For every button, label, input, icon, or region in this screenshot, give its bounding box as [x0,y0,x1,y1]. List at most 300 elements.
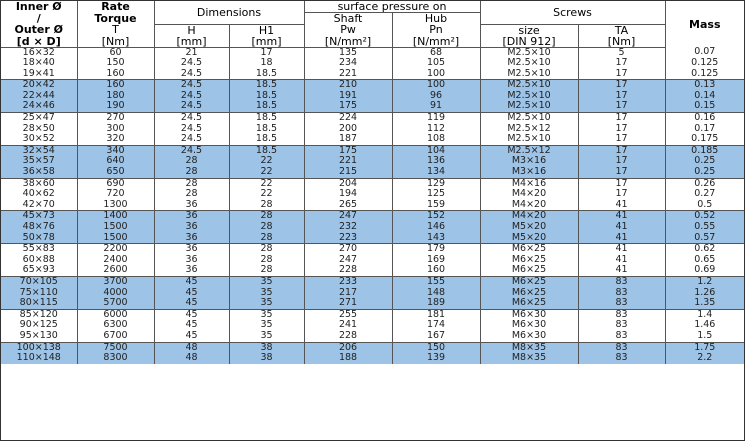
cell-bore: 18×40 [22,58,55,69]
cell-mass: 0.65 [665,255,744,266]
cell-bore: 25×47 [22,112,55,124]
cell-h: 36 [154,255,229,266]
cell-bore: 36×58 [1,167,77,178]
cell-mass: 1.35 [665,298,744,309]
cell-pn: 143 [392,233,480,244]
cell-screw-size: M2.5×10 [480,91,578,102]
cell-torque: 1500 [77,222,154,233]
cell-screw-size: M2.5×10 [480,134,578,145]
cell-h1: 18.5 [229,80,304,91]
cell-mass: 0.17 [665,124,744,135]
cell-torque: 690 [77,178,154,189]
cell-bore: 65×93 [1,265,77,276]
cell-h: 28 [154,178,229,189]
cell-h1: 35 [229,309,304,320]
cell-screw-size: M4×16 [480,178,578,189]
cell-bore: 40×62 [22,189,55,200]
cell-h1: 28 [229,200,304,211]
cell-mass: 0.185 [665,145,744,156]
cell-mass: 0.25 [665,156,744,167]
cell-pn: 104 [392,145,480,156]
cell-bore: 20×42 [1,80,77,91]
cell-h1: 28 [229,222,304,233]
table-row [1,233,744,244]
cell-pn: 96 [392,91,480,102]
cell-pw: 228 [304,265,392,276]
cell-h: 24.5 [154,124,229,135]
cell-torque: 8300 [77,353,154,364]
cell-torque: 2200 [77,244,154,255]
cell-h1: 35 [229,276,304,287]
cell-h1: 35 [229,331,304,342]
header-ta: TA [578,24,665,36]
cell-pw: 247 [304,255,392,266]
cell-ta: 17 [578,124,665,135]
cell-screw-size: M8×35 [480,342,578,353]
cell-h1: 28 [229,233,304,244]
header-t: T [77,24,154,36]
cell-h1: 18.5 [229,124,304,135]
cell-mass: 1.2 [665,276,744,287]
cell-bore: 60×88 [22,254,55,265]
cell-pw: 135 [304,47,392,58]
cell-pw: 255 [304,309,392,320]
cell-mass: 0.13 [665,80,744,91]
cell-pw: 175 [304,101,392,112]
cell-pn: 150 [392,342,480,353]
cell-bore: 35×57 [1,156,77,167]
cell-pw: 200 [304,124,392,135]
cell-h1: 28 [229,211,304,222]
cell-pn: 148 [392,288,480,299]
cell-bore: 24×46 [1,101,77,112]
cell-bore: 22×44 [1,91,77,102]
header-torque-unit: [Nm] [77,36,154,48]
cell-pw: 241 [304,320,392,331]
cell-torque: 6700 [77,331,154,342]
cell-ta: 17 [578,113,665,124]
cell-torque: 2600 [77,265,154,276]
cell-torque: 300 [77,124,154,135]
cell-h1: 22 [229,167,304,178]
header-inner-ø: Inner Ø [15,1,62,13]
cell-bore: 80×115 [1,298,77,309]
cell-ta: 83 [578,288,665,299]
cell-h: 24.5 [154,101,229,112]
cell-pw: 232 [304,222,392,233]
cell-torque: 270 [77,113,154,124]
cell-h: 24.5 [154,113,229,124]
cell-h: 45 [154,309,229,320]
table-row [1,178,744,189]
cell-pw: 221 [304,156,392,167]
cell-pw: 234 [304,58,392,69]
cell-pw: 204 [304,178,392,189]
cell-pw: 215 [304,167,392,178]
cell-screw-size: M2.5×10 [480,47,578,58]
cell-h: 24.5 [154,91,229,102]
cell-torque: 3700 [77,276,154,287]
cell-pn: 108 [392,134,480,145]
table-row [1,298,744,309]
cell-pn: 112 [392,124,480,135]
cell-bore: 85×120 [19,309,58,320]
header-size: size [480,24,578,36]
table-row [1,47,744,58]
cell-h1: 18.5 [229,113,304,124]
cell-ta: 17 [578,80,665,91]
cell-bore: 48×76 [1,222,77,233]
cell-bore: 28×50 [22,123,55,134]
cell-screw-size: M2.5×12 [480,124,578,135]
table-row [1,113,744,124]
table-row [1,255,744,266]
cell-pn: 189 [392,298,480,309]
cell-mass: 1.26 [665,288,744,299]
cell-pn: 129 [392,178,480,189]
cell-mass: 0.57 [665,233,744,244]
cell-bore: 90×125 [19,320,58,331]
cell-torque: 1300 [77,200,154,211]
cell-torque: 190 [77,101,154,112]
cell-ta: 83 [578,353,665,364]
cell-torque: 5700 [77,298,154,309]
cell-h1: 18.5 [229,91,304,102]
cell-pn: 100 [392,80,480,91]
cell-ta: 17 [578,101,665,112]
cell-h1: 18.5 [229,134,304,145]
cell-ta: 41 [578,265,665,276]
cell-bore: 100×138 [1,342,77,353]
cell-mass: 0.52 [665,211,744,222]
cell-mass: 0.26 [665,178,744,189]
cell-mass: 0.27 [665,189,744,200]
cell-bore: 19×41 [1,69,77,80]
cell-h1: 35 [229,320,304,331]
table-row [1,69,744,80]
cell-mass: 0.175 [665,134,744,145]
cell-ta: 83 [578,276,665,287]
cell-ta: 17 [578,69,665,80]
cell-screw-size: M6×25 [480,298,578,309]
cell-mass: 0.14 [665,91,744,102]
cell-bore: 42×70 [1,200,77,211]
cell-ta: 17 [578,91,665,102]
cell-pw: 187 [304,134,392,145]
cell-h: 45 [154,276,229,287]
cell-h1: 18 [229,58,304,69]
table-row [1,342,744,353]
cell-screw-size: M6×30 [480,320,578,331]
header-screws: Screws [480,1,665,24]
header-slash: / [36,12,41,24]
table-row [1,331,744,342]
cell-screw-size: M8×35 [480,353,578,364]
table-row [1,244,744,255]
cell-h: 36 [154,200,229,211]
cell-pw: 247 [304,211,392,222]
cell-bore: 70×105 [1,276,77,287]
cell-pn: 179 [392,244,480,255]
cell-torque: 640 [77,156,154,167]
cell-ta: 17 [578,145,665,156]
cell-torque: 4000 [77,288,154,299]
cell-ta: 41 [578,244,665,255]
header-shaft: Shaft [304,13,392,25]
cell-bore: 110×148 [1,353,77,364]
cell-screw-size: M2.5×10 [480,113,578,124]
cell-ta: 83 [578,331,665,342]
cell-torque: 60 [77,47,154,58]
cell-screw-size: M6×25 [480,255,578,266]
cell-h1: 28 [229,255,304,266]
cell-pw: 175 [304,145,392,156]
cell-h: 45 [154,298,229,309]
header-surface-pressure: surface pressure on [304,1,480,13]
cell-ta: 17 [578,58,665,69]
cell-pw: 233 [304,276,392,287]
cell-h: 36 [154,244,229,255]
cell-screw-size: M6×25 [480,288,578,299]
header-outer-ø: Outer Ø [14,24,63,36]
table-row [1,134,744,145]
table-row [1,80,744,91]
cell-screw-size: M2.5×10 [480,69,578,80]
header-din: [DIN 912] [480,36,578,48]
header-pn: Pn [392,24,480,36]
cell-screw-size: M6×25 [480,244,578,255]
cell-h: 24.5 [154,145,229,156]
cell-h1: 18.5 [229,145,304,156]
cell-h: 24.5 [154,58,229,69]
cell-mass: 0.125 [665,58,744,69]
cell-screw-size: M4×20 [480,200,578,211]
cell-pn: 125 [392,189,480,200]
cell-pw: 224 [304,113,392,124]
cell-mass: 0.16 [665,113,744,124]
header-mass: Mass [665,1,744,47]
header-hub: Hub [392,13,480,25]
header-h1: H1 [229,24,304,36]
cell-pn: 146 [392,222,480,233]
cell-pn: 134 [392,167,480,178]
cell-ta: 17 [578,167,665,178]
cell-ta: 41 [578,255,665,266]
cell-mass: 0.07 [665,47,744,58]
cell-mass: 0.25 [665,167,744,178]
table-body [1,47,744,364]
header-h1-unit: [mm] [229,36,304,48]
cell-pw: 217 [304,288,392,299]
cell-screw-size: M5×20 [480,233,578,244]
cell-h: 28 [154,156,229,167]
header-dxd: [d × D] [1,36,77,48]
cell-ta: 83 [578,320,665,331]
cell-h1: 35 [229,288,304,299]
cell-torque: 650 [77,167,154,178]
cell-mass: 1.75 [665,342,744,353]
cell-h1: 22 [229,156,304,167]
header-h-unit: [mm] [154,36,229,48]
header-h: H [154,24,229,36]
cell-pw: 188 [304,353,392,364]
cell-h1: 28 [229,265,304,276]
cell-screw-size: M6×25 [480,265,578,276]
cell-pn: 68 [392,47,480,58]
cell-h1: 18.5 [229,101,304,112]
cell-ta: 41 [578,233,665,244]
cell-h: 36 [154,211,229,222]
cell-screw-size: M2.5×12 [480,145,578,156]
cell-pw: 221 [304,69,392,80]
cell-torque: 160 [77,69,154,80]
cell-pn: 169 [392,255,480,266]
cell-ta: 41 [578,222,665,233]
header-torque: Torque [77,13,154,25]
cell-mass: 0.62 [665,244,744,255]
cell-h1: 38 [229,353,304,364]
header-rate: Rate [77,1,154,13]
cell-h: 48 [154,342,229,353]
cell-h1: 38 [229,342,304,353]
cell-pn: 152 [392,211,480,222]
table-row [1,200,744,211]
cell-h: 28 [154,167,229,178]
cell-screw-size: M3×16 [480,167,578,178]
cell-pn: 174 [392,320,480,331]
table-row [1,58,744,69]
cell-pw: 265 [304,200,392,211]
cell-pn: 105 [392,58,480,69]
header-dimensions: Dimensions [154,1,304,24]
cell-pw: 228 [304,331,392,342]
cell-bore: 55×83 [22,243,55,255]
table-row [1,276,744,287]
cell-bore: 16×32 [22,47,55,58]
cell-bore: 32×54 [1,145,77,156]
spec-table [1,1,744,364]
cell-h: 48 [154,353,229,364]
table-row [1,320,744,331]
cell-ta: 17 [578,189,665,200]
cell-ta: 41 [578,200,665,211]
cell-pn: 119 [392,113,480,124]
cell-ta: 83 [578,298,665,309]
cell-torque: 720 [77,189,154,200]
cell-h1: 28 [229,244,304,255]
cell-bore: 95×130 [1,331,77,342]
cell-h: 24.5 [154,80,229,91]
table-row [1,91,744,102]
cell-torque: 1400 [77,211,154,222]
cell-h: 24.5 [154,69,229,80]
cell-torque: 340 [77,145,154,156]
cell-torque: 6000 [77,309,154,320]
table-row [1,222,744,233]
cell-pn: 159 [392,200,480,211]
cell-torque: 1500 [77,233,154,244]
cell-bore: 50×78 [1,233,77,244]
cell-pn: 155 [392,276,480,287]
cell-ta: 17 [578,156,665,167]
cell-pn: 100 [392,69,480,80]
cell-screw-size: M6×25 [480,276,578,287]
cell-h: 36 [154,233,229,244]
cell-bore: 75×110 [1,288,77,299]
cell-screw-size: M5×20 [480,222,578,233]
cell-pw: 194 [304,189,392,200]
cell-pn: 167 [392,331,480,342]
cell-pw: 270 [304,244,392,255]
cell-h1: 35 [229,298,304,309]
cell-mass: 0.15 [665,101,744,112]
cell-torque: 180 [77,91,154,102]
cell-h1: 22 [229,189,304,200]
cell-torque: 6300 [77,320,154,331]
cell-ta: 17 [578,178,665,189]
cell-screw-size: M6×30 [480,331,578,342]
cell-h: 28 [154,189,229,200]
cell-screw-size: M2.5×10 [480,58,578,69]
cell-h1: 17 [229,47,304,58]
cell-mass: 0.55 [665,222,744,233]
cell-mass: 1.4 [665,309,744,320]
table-row [1,288,744,299]
cell-pw: 271 [304,298,392,309]
cell-h: 45 [154,288,229,299]
cell-h1: 22 [229,178,304,189]
cell-screw-size: M2.5×10 [480,101,578,112]
cell-pn: 91 [392,101,480,112]
table-row [1,353,744,364]
cell-screw-size: M4×20 [480,189,578,200]
table-row [1,265,744,276]
cell-h1: 18.5 [229,69,304,80]
cell-torque: 320 [77,134,154,145]
table-row [1,211,744,222]
cell-ta: 83 [578,309,665,320]
table-row [1,145,744,156]
cell-pw: 210 [304,80,392,91]
cell-mass: 1.5 [665,331,744,342]
cell-ta: 17 [578,134,665,145]
cell-ta: 41 [578,211,665,222]
cell-pn: 181 [392,309,480,320]
cell-torque: 7500 [77,342,154,353]
cell-mass: 1.46 [665,320,744,331]
table-row [1,309,744,320]
table-row [1,101,744,112]
cell-mass: 0.125 [665,69,744,80]
header-pn-unit: [N/mm²] [392,36,480,48]
header-ta-unit: [Nm] [578,36,665,48]
cell-pn: 139 [392,353,480,364]
cell-screw-size: M2.5×10 [480,80,578,91]
cell-bore: 38×60 [22,178,55,189]
cell-screw-size: M6×30 [480,309,578,320]
cell-pw: 191 [304,91,392,102]
table-row [1,156,744,167]
table-row [1,167,744,178]
cell-screw-size: M4×20 [480,211,578,222]
cell-h: 36 [154,265,229,276]
cell-ta: 5 [578,47,665,58]
cell-pn: 136 [392,156,480,167]
cell-torque: 2400 [77,255,154,266]
cell-h: 45 [154,331,229,342]
cell-pw: 206 [304,342,392,353]
cell-bore: 30×52 [1,134,77,145]
